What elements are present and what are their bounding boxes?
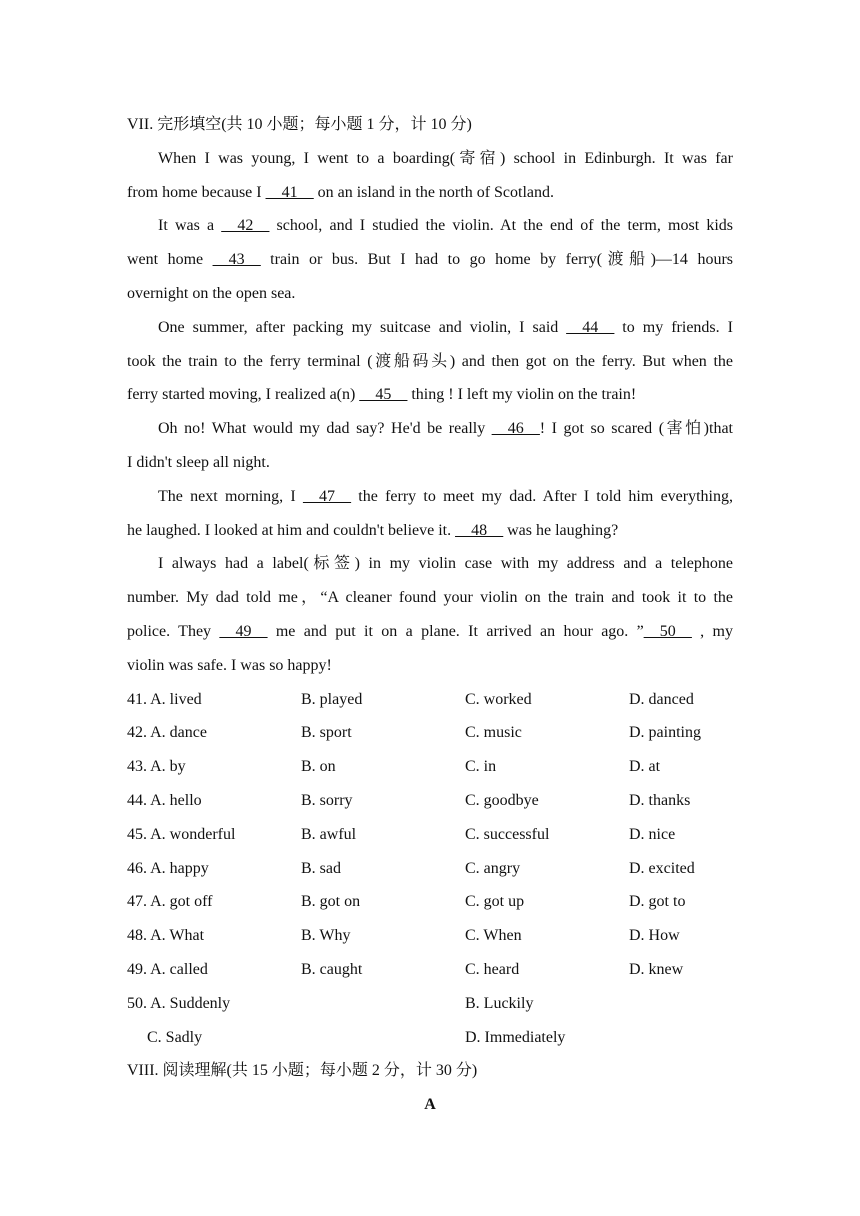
option-b: B. awful <box>301 825 357 843</box>
passage-line: from home because I __41__ on an island in the north of Scotland. <box>127 183 555 201</box>
options-row-44 <box>127 784 733 818</box>
exam-content <box>127 108 733 1122</box>
blank-50: __50__ <box>643 622 692 640</box>
options-row-47 <box>127 885 733 919</box>
option-c: C. in <box>465 758 497 776</box>
option-d: D. got to <box>629 893 686 911</box>
passage-label: A <box>424 1096 436 1114</box>
option-d: D. at <box>629 758 661 776</box>
passage-line: overnight on the open sea. <box>127 284 296 302</box>
option-b: B. sport <box>301 724 352 742</box>
passage-line: Oh no! What would my dad say? He'd be really __46__! I got so scared (害怕)that <box>158 420 734 438</box>
passage-line: When I was young, I went to a boarding(寄宿) school in Edinburgh. It was far <box>158 149 733 167</box>
option-c: C. worked <box>465 690 532 708</box>
options-row-46 <box>127 852 733 886</box>
passage-line: I didn't sleep all night. <box>127 453 270 471</box>
option-b: B. played <box>301 690 363 708</box>
option-b: B. Why <box>301 927 351 945</box>
options-row-41 <box>127 683 733 717</box>
option-a: 42. A. dance <box>127 724 207 742</box>
option-d: D. painting <box>629 724 701 742</box>
option-a: 48. A. What <box>127 927 205 945</box>
options-row-50a <box>127 987 733 1021</box>
option-d: D. excited <box>629 859 695 877</box>
blank-48: __48__ <box>455 521 504 539</box>
passage-line: went home __43__ train or bus. But I had to go home by ferry(渡船)—14 hours <box>127 251 733 269</box>
option-c: C. successful <box>465 825 550 843</box>
option-a: 45. A. wonderful <box>127 825 236 843</box>
option-c: C. heard <box>465 960 520 978</box>
passage-line: ferry started moving, I realized a(n) __45__ thing ! I left my violin on the train! <box>127 386 637 404</box>
section-7-heading: VII. 完形填空(共 10 小题；每小题 1 分，计 10 分) <box>127 116 472 133</box>
blank-44: __44__ <box>566 318 615 336</box>
options-row-50b <box>127 1021 733 1055</box>
options-row-42 <box>127 716 733 750</box>
passage-line: It was a __42__ school, and I studied the violin. At the end of the term, most kids <box>158 217 733 235</box>
passage-line: One summer, after packing my suitcase and violin, I said __44__ to my friends. I <box>158 318 733 336</box>
option-c: C. goodbye <box>465 791 539 809</box>
option-b: B. sorry <box>301 791 353 809</box>
passage-line: The next morning, I __47__ the ferry to meet my dad. After I told him everything, <box>158 487 734 505</box>
option-c: C. Sadly <box>147 1028 203 1046</box>
blank-42: __42__ <box>221 217 270 235</box>
option-d: D. How <box>629 927 680 945</box>
option-b: B. sad <box>301 859 341 877</box>
option-d: D. danced <box>629 690 694 708</box>
option-c: C. When <box>465 927 522 945</box>
option-c: C. angry <box>465 859 521 877</box>
option-c: C. music <box>465 724 522 742</box>
blank-43: __43__ <box>212 251 261 269</box>
option-a: 46. A. happy <box>127 859 209 877</box>
option-d: D. knew <box>629 960 684 978</box>
option-b: B. caught <box>301 960 363 978</box>
blank-47: __47__ <box>303 487 352 505</box>
option-a: 49. A. called <box>127 960 208 978</box>
option-b: B. Luckily <box>465 994 534 1012</box>
option-a: 41. A. lived <box>127 690 202 708</box>
options-row-43 <box>127 750 733 784</box>
option-a: 50. A. Suddenly <box>127 994 231 1012</box>
blank-45: __45__ <box>359 386 408 404</box>
blank-49: __49__ <box>219 622 268 640</box>
section-8-heading: VIII. 阅读理解(共 15 小题；每小题 2 分，计 30 分) <box>127 1062 478 1080</box>
options-row-49 <box>127 953 733 987</box>
option-d: D. Immediately <box>465 1028 566 1046</box>
option-d: D. thanks <box>629 791 691 809</box>
option-d: D. nice <box>629 825 676 843</box>
passage-line: violin was safe. I was so happy! <box>127 656 332 674</box>
passage-line: I always had a label(标签) in my violin case with my address and a telephone <box>158 555 733 573</box>
passage-line: police. They __49__ me and put it on a plane. It arrived an hour ago. ”__50__ , my <box>127 622 733 640</box>
passage-line: he laughed. I looked at him and couldn't believe it. __48__ was he laughing? <box>127 521 619 539</box>
blank-41: __41__ <box>265 183 314 201</box>
passage-line: took the train to the ferry terminal (渡船码头) and then got on the ferry. But when the <box>127 352 733 370</box>
options-row-48 <box>127 919 733 953</box>
option-b: B. on <box>301 758 336 776</box>
option-a: 43. A. by <box>127 758 186 776</box>
option-a: 44. A. hello <box>127 791 202 809</box>
option-b: B. got on <box>301 893 361 911</box>
option-a: 47. A. got off <box>127 893 213 911</box>
passage-line: number. My dad told me，“A cleaner found your violin on the train and took it to the <box>127 589 733 607</box>
blank-46: __46__ <box>491 420 540 438</box>
option-c: C. got up <box>465 893 525 911</box>
options-row-45 <box>127 818 733 852</box>
